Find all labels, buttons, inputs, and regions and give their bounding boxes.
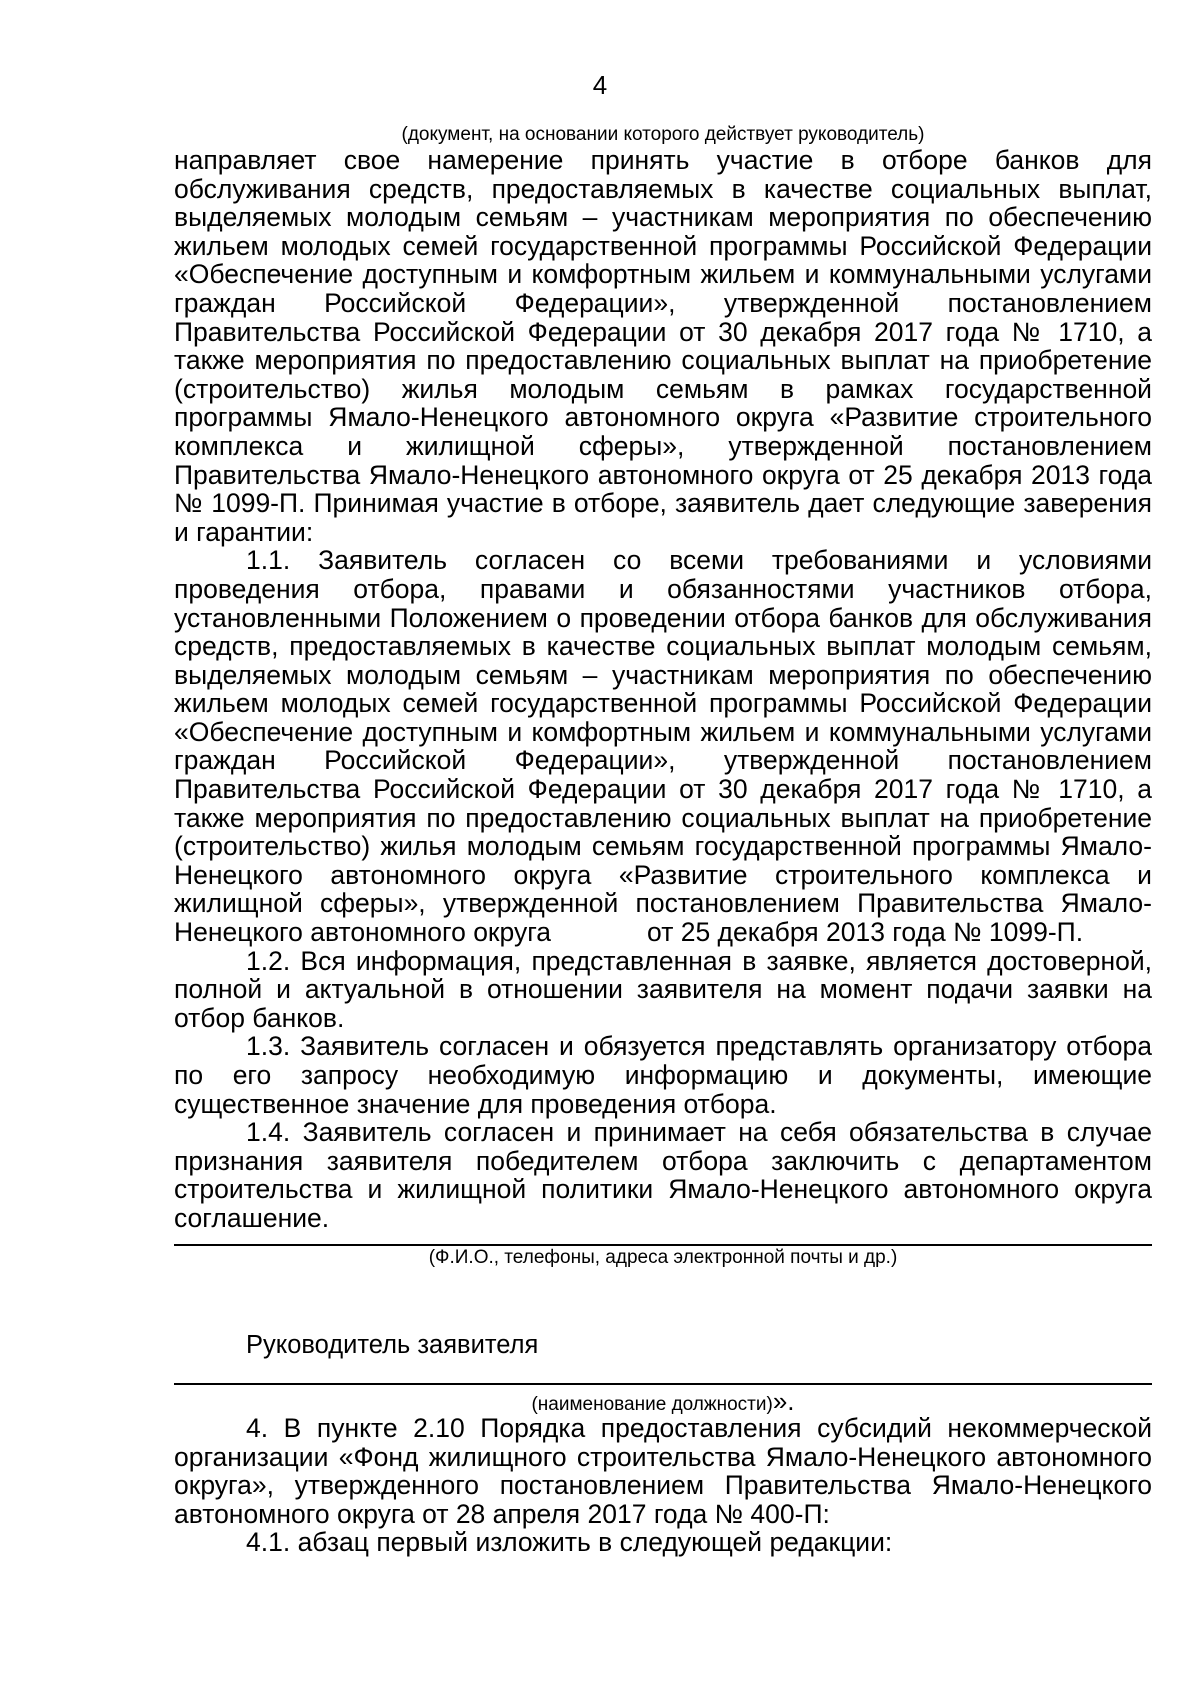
clause-1-2: 1.2. Вся информация, представленная в заявке, является достоверной, полной и актуальной в отношении заявителя на момент подачи заявки на отбор банков. [174,945,1152,1033]
signatory-label: Руководитель заявителя [246,1331,539,1359]
contacts-line [174,1244,1152,1246]
clause-1-4: 1.4. Заявитель согласен и принимает на себя обязательства в случае признания заявителя победителем отбора заключить с департаментом строительства и жилищной политики Ямало-Ненецкого автономного округа соглашение. [174,1117,1152,1233]
item-4: 4. В пункте 2.10 Порядка предоставления субсидий некоммерческой организации «Фонд жилищного строительства Ямало-Ненецкого автономного округа», утвержденного постановлением Правительства Ямало-Ненецкого автономного округа от 28 апреля 2017 года № 400-П: [174,1413,1152,1529]
position-caption: (наименование должности) [531,1394,773,1415]
application-body [174,146,1152,1233]
page-number: 4 [592,70,608,100]
amendment-body [174,1414,1152,1557]
item-4-1: 4.1. абзац первый изложить в следующей редакции: [246,1527,893,1558]
intro-paragraph: направляет свое намерение принять участие в отборе банков для обслуживания средств, предоставляемых в качестве социальных выплат, выделяемых молодым семьям – участникам мероприятия по обеспечению жильем молодых семей государственной программы Российской Федерации «Обеспечение доступным и комфортным жильем и коммунальными услугами граждан Российской Федерации», утвержденной постановлением Правительства Российской Федерации от 30 декабря 2017 года № 1710, а также мероприятия по предоставлению социальных выплат на приобретение (строительство) жилья молодым семьям в рамках государственной программы Ямало-Ненецкого автономного округа «Развитие строительного комплекса и жилищной сферы», утвержденной постановлением Правительства Ямало-Ненецкого автономного округа от 25 декабря 2013 года № 1099-П. Принимая участие в отборе, заявитель дает следующие заверения и гарантии: [174,145,1152,547]
doc-basis-caption: (документ, на основании которого действует руководитель) [401,124,925,145]
clause-1-1-tail: от 25 декабря 2013 года № 1099-П. [647,917,1084,948]
clause-1-1-text: 1.1. Заявитель согласен со всеми требованиями и условиями проведения отбора, правами и обязанностями участников отбора, установленными Положением о проведении отбора банков для обслуживания средств, предоставляемых в качестве социальных выплат молодым семьям, выделяемых молодым семьям – участникам мероприятия по обеспечению жильем молодых семей государственной программы Российской Федерации «Обеспечение доступным и комфортным жильем и коммунальными услугами граждан Российской Федерации», утвержденной постановлением Правительства Российской Федерации от 30 декабря 2017 года № 1710, а также мероприятия по предоставлению социальных выплат на приобретение (строительство) жилья молодым семьям государственной программы Ямало-Ненецкого автономного округа «Развитие строительного комплекса и жилищной сферы», утвержденной постановлением Правительства Ямало-Ненецкого автономного округа [174,545,1152,948]
position-line [174,1383,1152,1385]
contacts-caption: (Ф.И.О., телефоны, адреса электронной почты и др.) [428,1247,898,1268]
clause-1-3: 1.3. Заявитель согласен и обязуется представлять организатору отбора по его запросу необходимую информацию и документы, имеющие существенное значение для проведения отбора. [174,1031,1152,1119]
clause-1-1 [174,546,1152,946]
closing-quote: ». [772,1386,795,1416]
